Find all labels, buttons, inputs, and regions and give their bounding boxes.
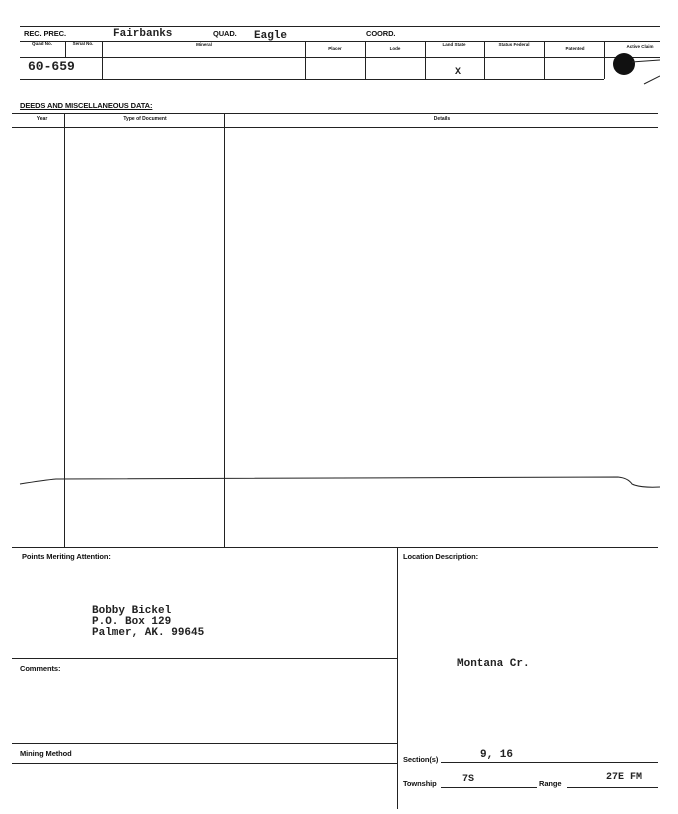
deeds-header-rule bbox=[12, 127, 658, 128]
quad-label: QUAD. bbox=[213, 29, 237, 38]
section-value: 9, 16 bbox=[480, 749, 514, 761]
col-mineral: Mineral bbox=[196, 42, 212, 47]
mining-top-rule bbox=[12, 743, 397, 744]
page-fold-line bbox=[0, 470, 678, 494]
deeds-bottom-rule bbox=[12, 547, 658, 548]
township-underline bbox=[441, 787, 537, 788]
address-line: Bobby Bickel bbox=[92, 605, 172, 617]
land-state-mark: X bbox=[455, 67, 462, 78]
quad-value: Eagle bbox=[254, 30, 288, 42]
points-address bbox=[92, 606, 204, 639]
location-value: Montana Cr. bbox=[457, 658, 530, 670]
deeds-col-details: Details bbox=[433, 116, 451, 122]
address-line: P.O. Box 129 bbox=[92, 616, 172, 628]
rec-prec-label: REC. PREC. bbox=[24, 29, 66, 38]
deeds-col-year: Year bbox=[36, 116, 48, 122]
deeds-section-title: DEEDS AND MISCELLANEOUS DATA: bbox=[20, 101, 153, 110]
deeds-top-rule bbox=[12, 113, 658, 114]
header-col-rule bbox=[20, 57, 660, 58]
col-active-claim: Active Claim bbox=[626, 44, 654, 49]
corner-curl bbox=[630, 58, 660, 88]
deeds-col-type: Type of Document bbox=[123, 116, 167, 122]
divider-v bbox=[425, 41, 426, 79]
comments-top-rule bbox=[12, 658, 397, 659]
col-quad-no: Quad No. bbox=[32, 41, 52, 46]
divider-v bbox=[365, 41, 366, 79]
col-lode: Lode bbox=[389, 46, 401, 51]
section-underline bbox=[441, 762, 658, 763]
header-row-rule bbox=[20, 41, 660, 42]
township-label: Township bbox=[403, 779, 437, 788]
divider-v bbox=[102, 41, 103, 79]
rec-prec-value: Fairbanks bbox=[113, 28, 173, 40]
divider-v bbox=[484, 41, 485, 79]
township-value: 7S bbox=[462, 774, 475, 785]
header-bottom-rule bbox=[20, 79, 604, 80]
section-label: Section(s) bbox=[403, 755, 439, 764]
location-label: Location Description: bbox=[403, 552, 478, 561]
header-top-rule bbox=[20, 26, 660, 27]
col-serial-no: Serial No. bbox=[72, 41, 94, 46]
range-label: Range bbox=[539, 779, 562, 788]
col-land-state: Land State bbox=[442, 42, 466, 47]
points-label: Points Meriting Attention: bbox=[22, 552, 111, 561]
divider-v bbox=[305, 41, 306, 79]
bottom-center-divider bbox=[397, 547, 398, 809]
col-patented: Patented bbox=[565, 46, 585, 51]
address-line: Palmer, AK. 99645 bbox=[92, 627, 205, 639]
comments-label: Comments: bbox=[20, 664, 61, 673]
divider-v bbox=[604, 41, 605, 79]
col-placer: Placer bbox=[328, 46, 342, 51]
range-underline bbox=[567, 787, 658, 788]
coord-label: COORD. bbox=[366, 29, 396, 38]
quad-serial-value: 60-659 bbox=[28, 59, 75, 74]
divider-v bbox=[65, 41, 66, 57]
divider-v bbox=[544, 41, 545, 79]
range-value: 27E FM bbox=[606, 772, 643, 783]
mining-rule bbox=[12, 763, 397, 764]
mining-method-label: Mining Method bbox=[20, 749, 72, 758]
col-status-federal: Status Federal bbox=[498, 42, 530, 47]
